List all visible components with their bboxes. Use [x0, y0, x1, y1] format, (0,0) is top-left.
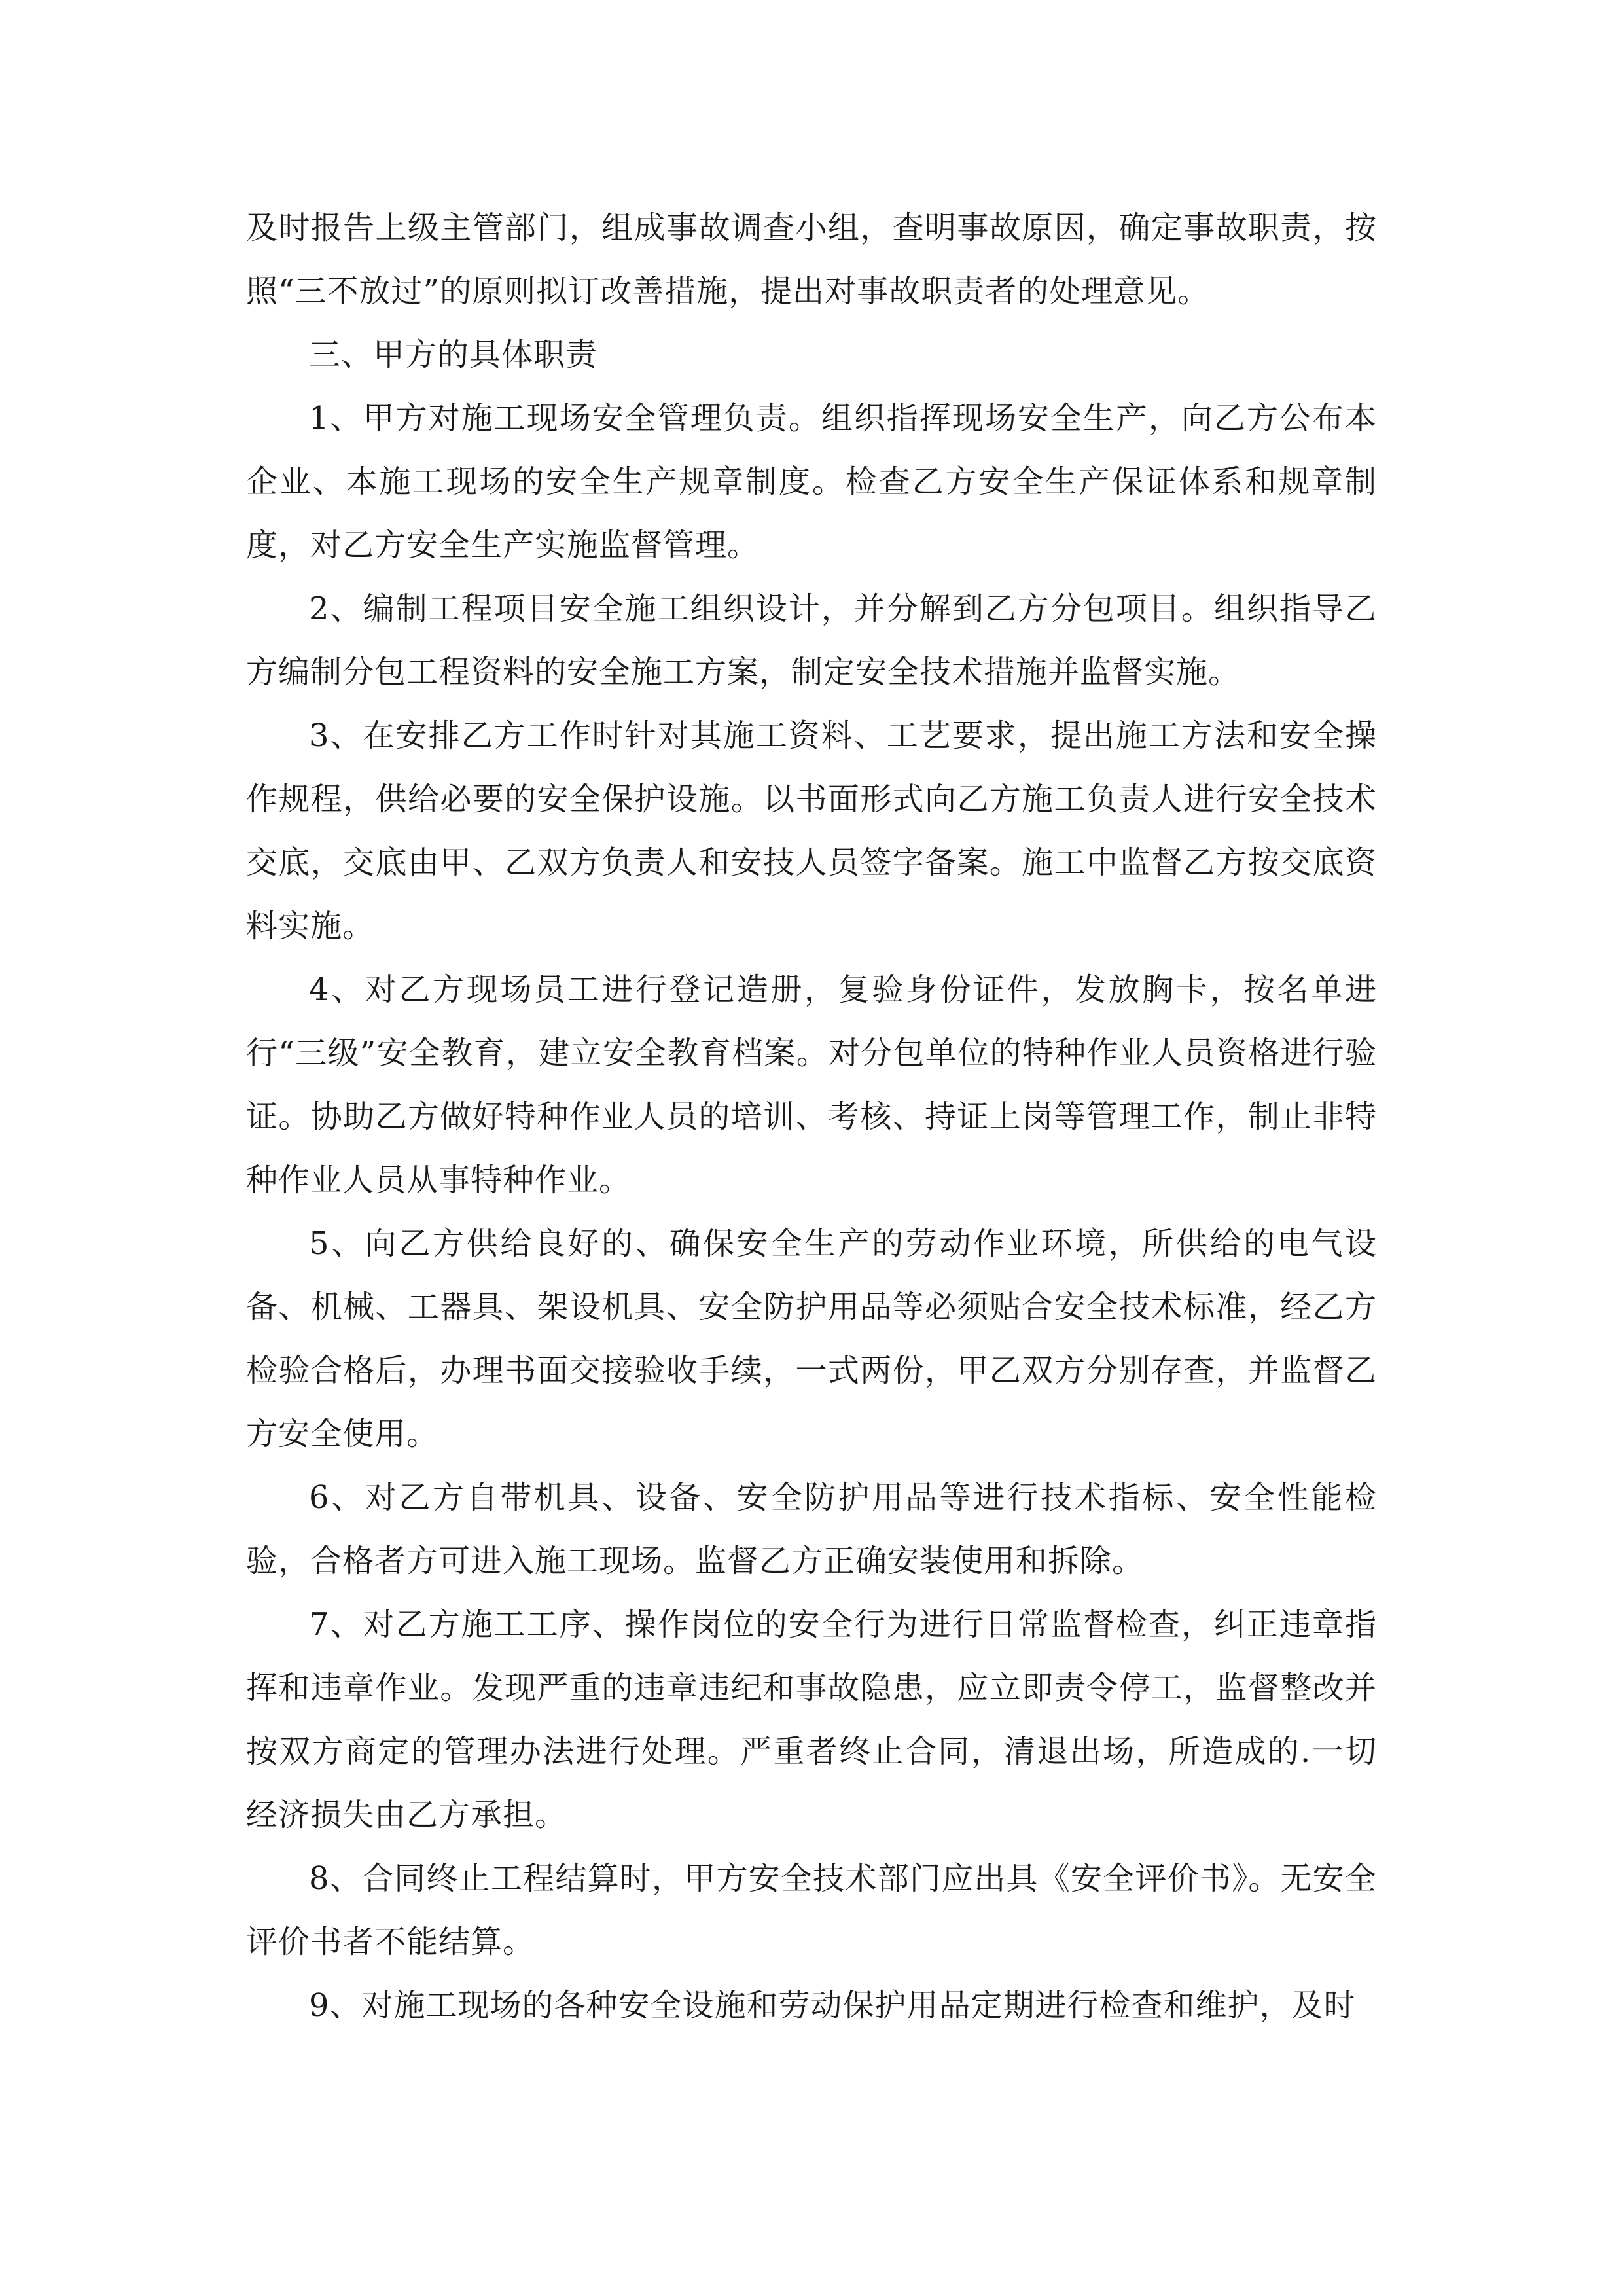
- paragraph-item-5: 5、向乙方供给良好的、确保安全生产的劳动作业环境，所供给的电气设备、机械、工器具、架设机具、安全防护用品等必须贴合安全技术标准，经乙方检验合格后，办理书面交接验收手续，一式两份，甲乙双方分别存查，并监督乙方安全使用。: [246, 1225, 1377, 1452]
- paragraph-item-3: 3、在安排乙方工作时针对其施工资料、工艺要求，提出施工方法和安全操作规程，供给必要的安全保护设施。以书面形式向乙方施工负责人进行安全技术交底，交底由甲、乙双方负责人和安技人员签字备案。施工中监督乙方按交底资料实施。: [246, 717, 1377, 944]
- document-body: [246, 196, 1377, 2037]
- paragraph-item-2: 2、编制工程项目安全施工组织设计，并分解到乙方分包项目。组织指导乙方编制分包工程资料的安全施工方案，制定安全技术措施并监督实施。: [246, 590, 1377, 691]
- paragraph-item-1: 1、甲方对施工现场安全管理负责。组织指挥现场安全生产，向乙方公布本企业、本施工现场的安全生产规章制度。检查乙方安全生产保证体系和规章制度，对乙方安全生产实施监督管理。: [246, 400, 1377, 564]
- paragraph-item-9: 9、对施工现场的各种安全设施和劳动保护用品定期进行检查和维护，及时: [309, 1987, 1356, 2024]
- paragraph-continuation: 及时报告上级主管部门，组成事故调查小组，查明事故原因，确定事故职责，按照“三不放过”的原则拟订改善措施，提出对事故职责者的处理意见。: [246, 209, 1377, 310]
- paragraph-item-7: 7、对乙方施工工序、操作岗位的安全行为进行日常监督检查，纠正违章指挥和违章作业。发现严重的违章违纪和事故隐患，应立即责令停工，监督整改并按双方商定的管理办法进行处理。严重者终止合同，清退出场，所造成的.一切经济损失由乙方承担。: [246, 1606, 1377, 1833]
- section-heading: 三、甲方的具体职责: [309, 336, 598, 373]
- paragraph-item-6: 6、对乙方自带机具、设备、安全防护用品等进行技术指标、安全性能检验，合格者方可进入施工现场。监督乙方正确安装使用和拆除。: [246, 1479, 1377, 1579]
- paragraph-item-4: 4、对乙方现场员工进行登记造册，复验身份证件，发放胸卡，按名单进行“三级”安全教育，建立安全教育档案。对分包单位的特种作业人员资格进行验证。协助乙方做好特种作业人员的培训、考核、持证上岗等管理工作，制止非特种作业人员从事特种作业。: [246, 971, 1377, 1198]
- paragraph-item-8: 8、合同终止工程结算时，甲方安全技术部门应出具《安全评价书》。无安全评价书者不能结算。: [246, 1860, 1377, 1960]
